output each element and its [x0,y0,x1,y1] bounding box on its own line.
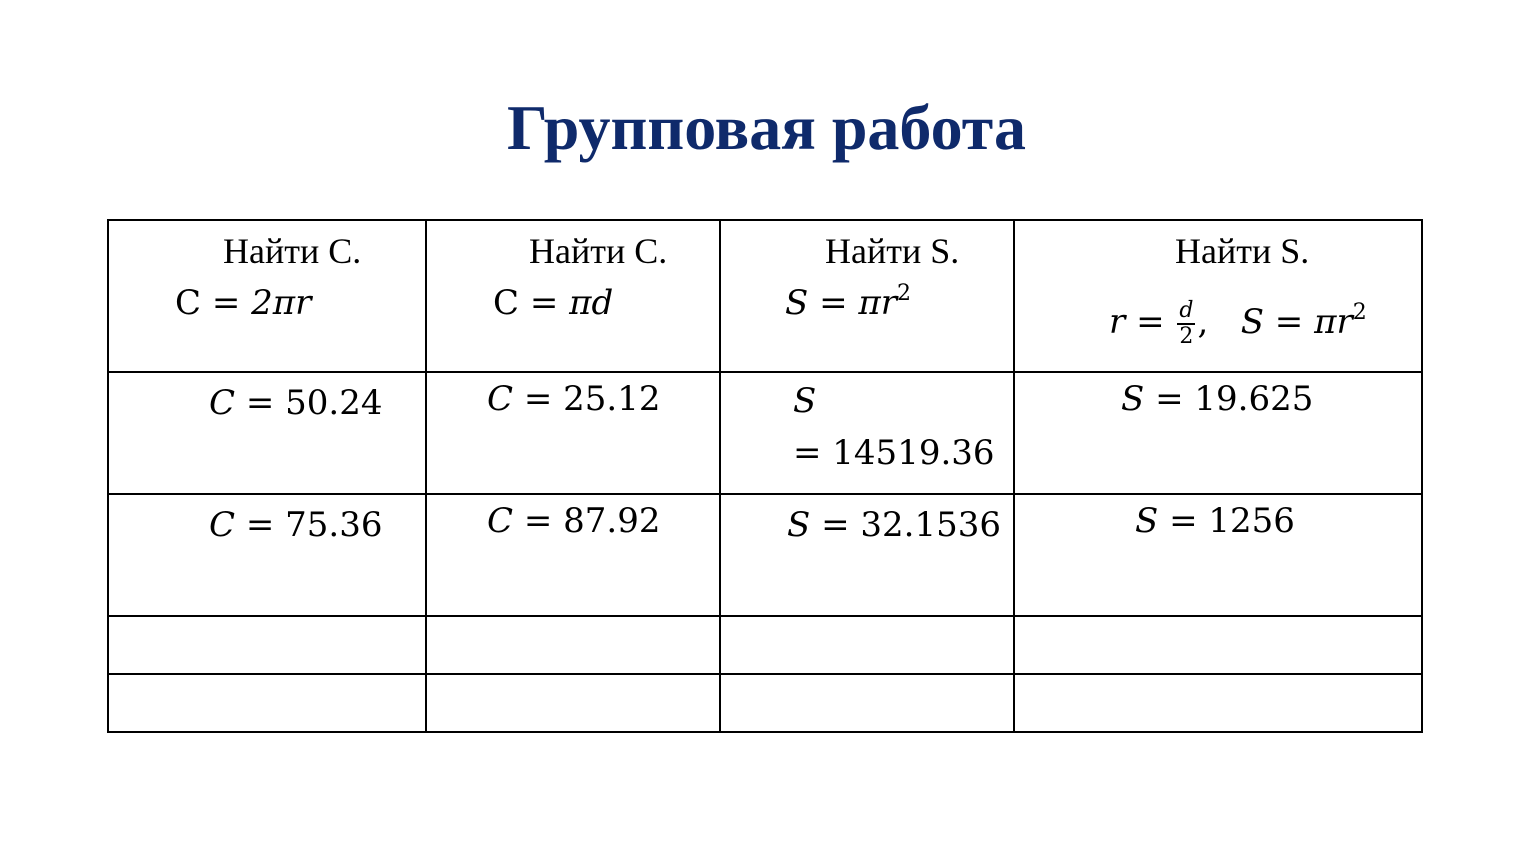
task-table [107,219,1423,733]
cell-value-var: S [793,381,817,421]
cell-value: C = 50.24 [209,383,383,423]
header-label: Найти С. [529,231,668,271]
header-formula: $S = \pi r^2$ [785,281,912,323]
table-cell [720,494,1014,616]
header-cell-1 [108,220,426,372]
cell-value: C = 87.92 [487,501,661,541]
table-cell [426,616,720,674]
table-cell [108,674,426,732]
header-cell-2 [426,220,720,372]
table-row [108,494,1422,616]
table-cell [108,616,426,674]
cell-value: S = 19.625 [1121,379,1314,419]
table-cell [720,616,1014,674]
empty-table-row [108,674,1422,732]
table-row [108,372,1422,494]
cell-value: S = 32.1536 [787,505,1002,545]
table-cell [1014,372,1422,494]
cell-value: S = 1256 [1135,501,1295,541]
table-cell [426,494,720,616]
table-cell [426,372,720,494]
header-label: Найти С. [223,231,362,271]
cell-value: C = 75.36 [209,505,383,545]
cell-value: C = 25.12 [487,379,661,419]
table-cell [426,674,720,732]
table-cell [720,674,1014,732]
table-cell [108,494,426,616]
header-formula: C = πd [493,283,614,323]
cell-value: = 14519.36 [793,433,995,473]
header-formula: C = 2πr [175,283,312,323]
header-cell-4 [1014,220,1422,372]
header-label: Найти S. [1175,231,1310,271]
table-cell [1014,674,1422,732]
table-cell [108,372,426,494]
table-cell [1014,616,1422,674]
table-cell [720,372,1014,494]
header-label: Найти S. [825,231,960,271]
slide-title: Групповая работа [507,92,1026,163]
header-cell-3 [720,220,1014,372]
table-cell [1014,494,1422,616]
empty-table-row [108,616,1422,674]
fraction: $\frac{d}{2}$ [1179,298,1194,349]
header-formula: r = $\frac{d}{2}$ , $S = \pi r^2$ [1109,298,1367,349]
table-header-row [108,220,1422,372]
